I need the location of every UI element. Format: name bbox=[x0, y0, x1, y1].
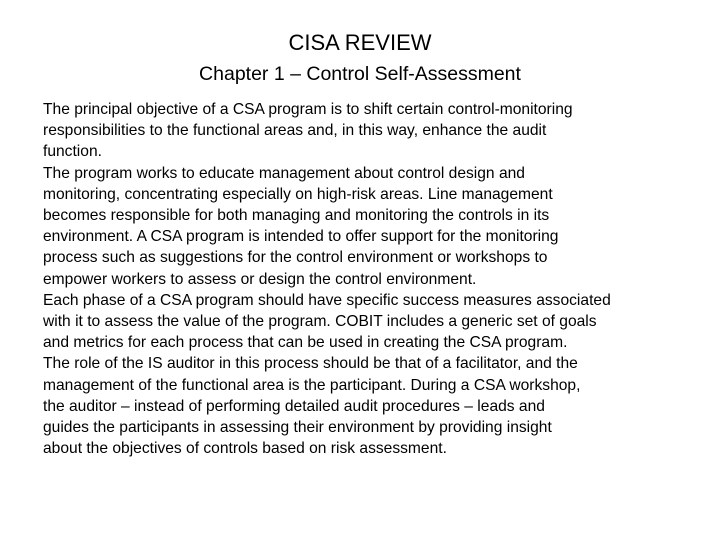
slide-subtitle: Chapter 1 – Control Self-Assessment bbox=[199, 63, 521, 85]
text-line: management of the functional area is the participant. During a CSA workshop, bbox=[43, 376, 581, 394]
text-line: and metrics for each process that can be used in creating the CSA program. bbox=[43, 334, 568, 352]
text-line: monitoring, concentrating especially on high-risk areas. Line management bbox=[43, 185, 553, 203]
text-line: empower workers to assess or design the control environment. bbox=[43, 270, 477, 288]
paragraph bbox=[43, 353, 703, 459]
text-line: The program works to educate management about control design and bbox=[43, 164, 525, 182]
text-line: responsibilities to the functional areas and, in this way, enhance the audit bbox=[43, 122, 547, 140]
text-line: The role of the IS auditor in this process should be that of a facilitator, and the bbox=[43, 355, 578, 373]
text-line: about the objectives of controls based on risk assessment. bbox=[43, 440, 447, 458]
text-line: environment. A CSA program is intended to offer support for the monitoring bbox=[43, 228, 559, 246]
paragraph bbox=[43, 290, 703, 354]
text-line: the auditor – instead of performing detailed audit procedures – leads and bbox=[43, 397, 545, 415]
paragraph bbox=[43, 163, 703, 290]
text-line: process such as suggestions for the control environment or workshops to bbox=[43, 249, 548, 267]
slide-body bbox=[43, 99, 703, 459]
text-line: The principal objective of a CSA program is to shift certain control-monitoring bbox=[43, 101, 573, 118]
text-line: with it to assess the value of the program. COBIT includes a generic set of goals bbox=[43, 313, 597, 331]
text-line: guides the participants in assessing their environment by providing insight bbox=[43, 419, 552, 437]
text-line: Each phase of a CSA program should have specific success measures associated bbox=[43, 291, 611, 309]
slide-title: CISA REVIEW bbox=[288, 30, 432, 55]
paragraph bbox=[43, 99, 703, 163]
text-line: function. bbox=[43, 143, 102, 161]
text-line: becomes responsible for both managing and monitoring the controls in its bbox=[43, 207, 550, 225]
